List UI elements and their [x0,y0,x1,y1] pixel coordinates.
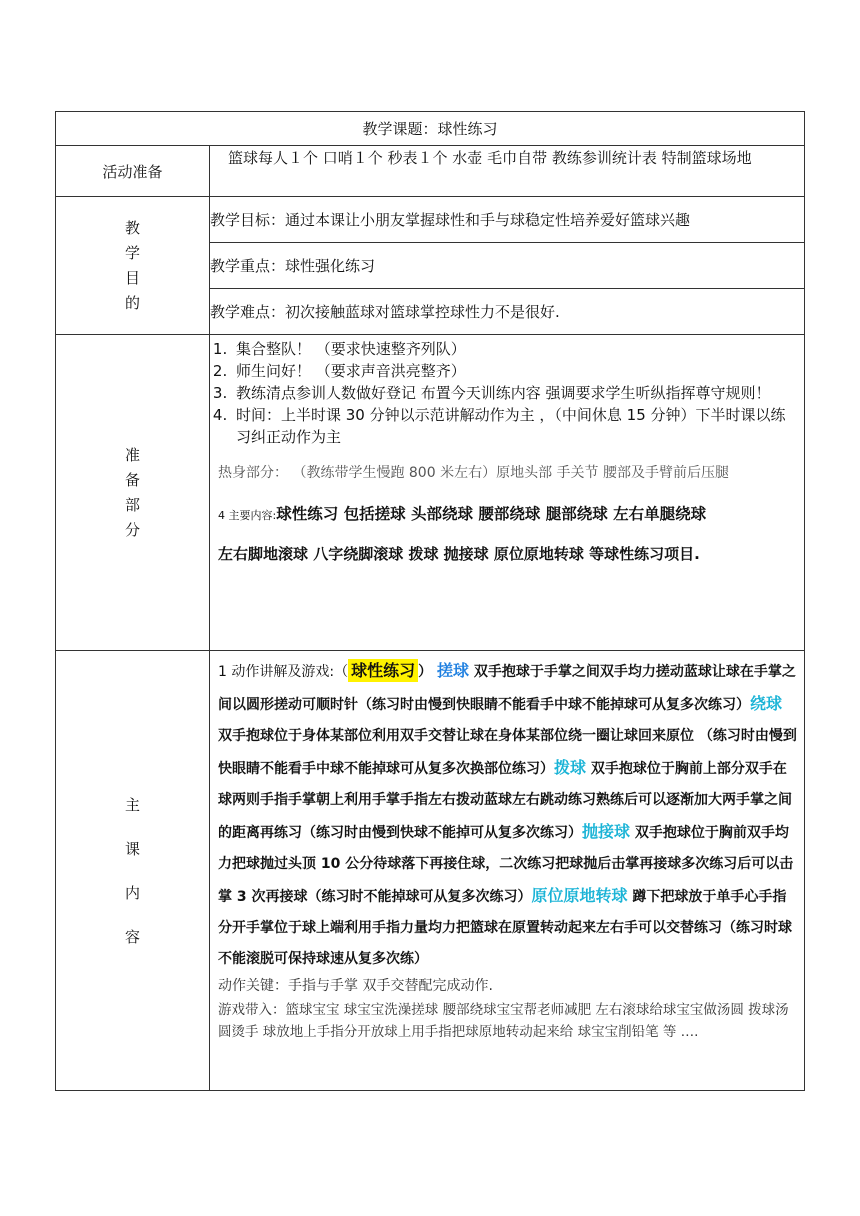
preparation-part-content [210,335,805,651]
lesson-description: 1 动作讲解及游戏:（ 球性练习 ） 搓球 双手抱球于手掌之间双手均力搓动蓝球让球在手掌之间以圆形搓动可顺时针（练习时由慢到快眼睛不能看手中球不能掉球可从复多次练习）绕球 双手抱球位于身体某部位利用双手交替让球在身体某部位绕一圈让球回来原位 （练习时由慢到快眼睛不能看手中球不能掉球可从复多次换部位练习）拨球 双手抱球位于胸前上部分双手在球两则手指手掌朝上利用手掌手指左右拨动蓝球左右跳动练习熟练后可以逐渐加大两手掌之间的距离再练习（练习时由慢到快球不能掉可从复多次练习）抛接球 双手抱球位于胸前双手均力把球抛过头顶 10 公分待球落下再接住球，二次练习把球抛后击掌再接球多次练习后可以击掌 3 次再接球（练习时不能掉球可从复多次练习）原位原地转球 蹲下把球放于单手心手指分开手掌位于球上端利用手指力量均力把篮球在原置转动起来左右手可以交替练习（练习时球不能滚脱可保持球速从复多次练） [218,661,797,967]
lesson-title: 教学课题：球性练习 [56,112,805,146]
main-content-lead: 4 主要内容: [218,509,277,522]
teaching-key-point: 教学重点：球性强化练习 [210,243,805,289]
preparation-part-label: 准 备 部 分 [56,335,210,651]
teaching-goal: 教学目标：通过本课让小朋友掌握球性和手与球稳定性培养爱好篮球兴趣 [210,197,805,243]
list-item: 4. 时间：上半时课 30 分钟以示范讲解动作为主 ，（中间休息 15 分钟）下半时课以练习纠正动作为主 [232,404,798,448]
action-keys: 动作关键：手指与手掌 双手交替配完成动作. [218,978,493,994]
lesson-lead: 1 动作讲解及游戏:（ [218,664,349,680]
prep-content: 篮球每人１个 口哨１个 秒表１个 水壶 毛巾自带 教练参训统计表 特制篮球场地 [210,146,805,197]
main-content [210,485,804,573]
lesson-plan-table [55,111,805,1091]
warmup-text: 热身部分： （教练带学生慢跑 800 米左右）原地头部 手关节 腰部及手臂前后压腿 [218,465,729,481]
objectives-label: 教 学 目 的 [56,197,210,335]
main-lesson-content [210,651,805,1091]
list-item: 3. 教练清点参训人数做好登记 布置今天训练内容 强调要求学生听纵指挥尊守规则！ [232,382,798,404]
main-lesson-label: 主 课 内 容 [56,651,210,1091]
highlight-ball-practice: 球性练习 [348,659,418,682]
main-content-line2: 左右脚地滚球 八字绕脚滚球 拨球 抛接球 原位原地转球 等球性练习项目. [218,545,700,563]
main-content-line1: 球性练习 包括搓球 头部绕球 腰部绕球 腿部绕球 左右单腿绕球 [276,505,707,523]
keyword-spin-ball: 原位原地转球 [531,886,628,905]
game-intro: 游戏带入：篮球宝宝 球宝宝洗澡搓球 腰部绕球宝宝帮老师减肥 左右滚球给球宝宝做汤圆 拨球汤圆烫手 球放地上手指分开放球上用手指把球原地转动起来给 球宝宝削铅笔 等 …. [218,1002,789,1040]
steps-list [210,335,804,448]
keyword-circle-ball: 绕球 [750,694,783,713]
prep-label: 活动准备 [56,146,210,197]
keyword-rub-ball: 搓球 [436,661,469,680]
keyword-toss-catch: 抛接球 [582,822,631,841]
list-item: 2. 师生问好！ （要求声音洪亮整齐） [232,360,798,382]
list-item: 1. 集合整队！ （要求快速整齐列队） [232,338,798,360]
teaching-difficulty: 教学难点：初次接触蓝球对篮球掌控球性力不是很好. [210,289,805,335]
keyword-flick-ball: 拨球 [554,758,587,777]
